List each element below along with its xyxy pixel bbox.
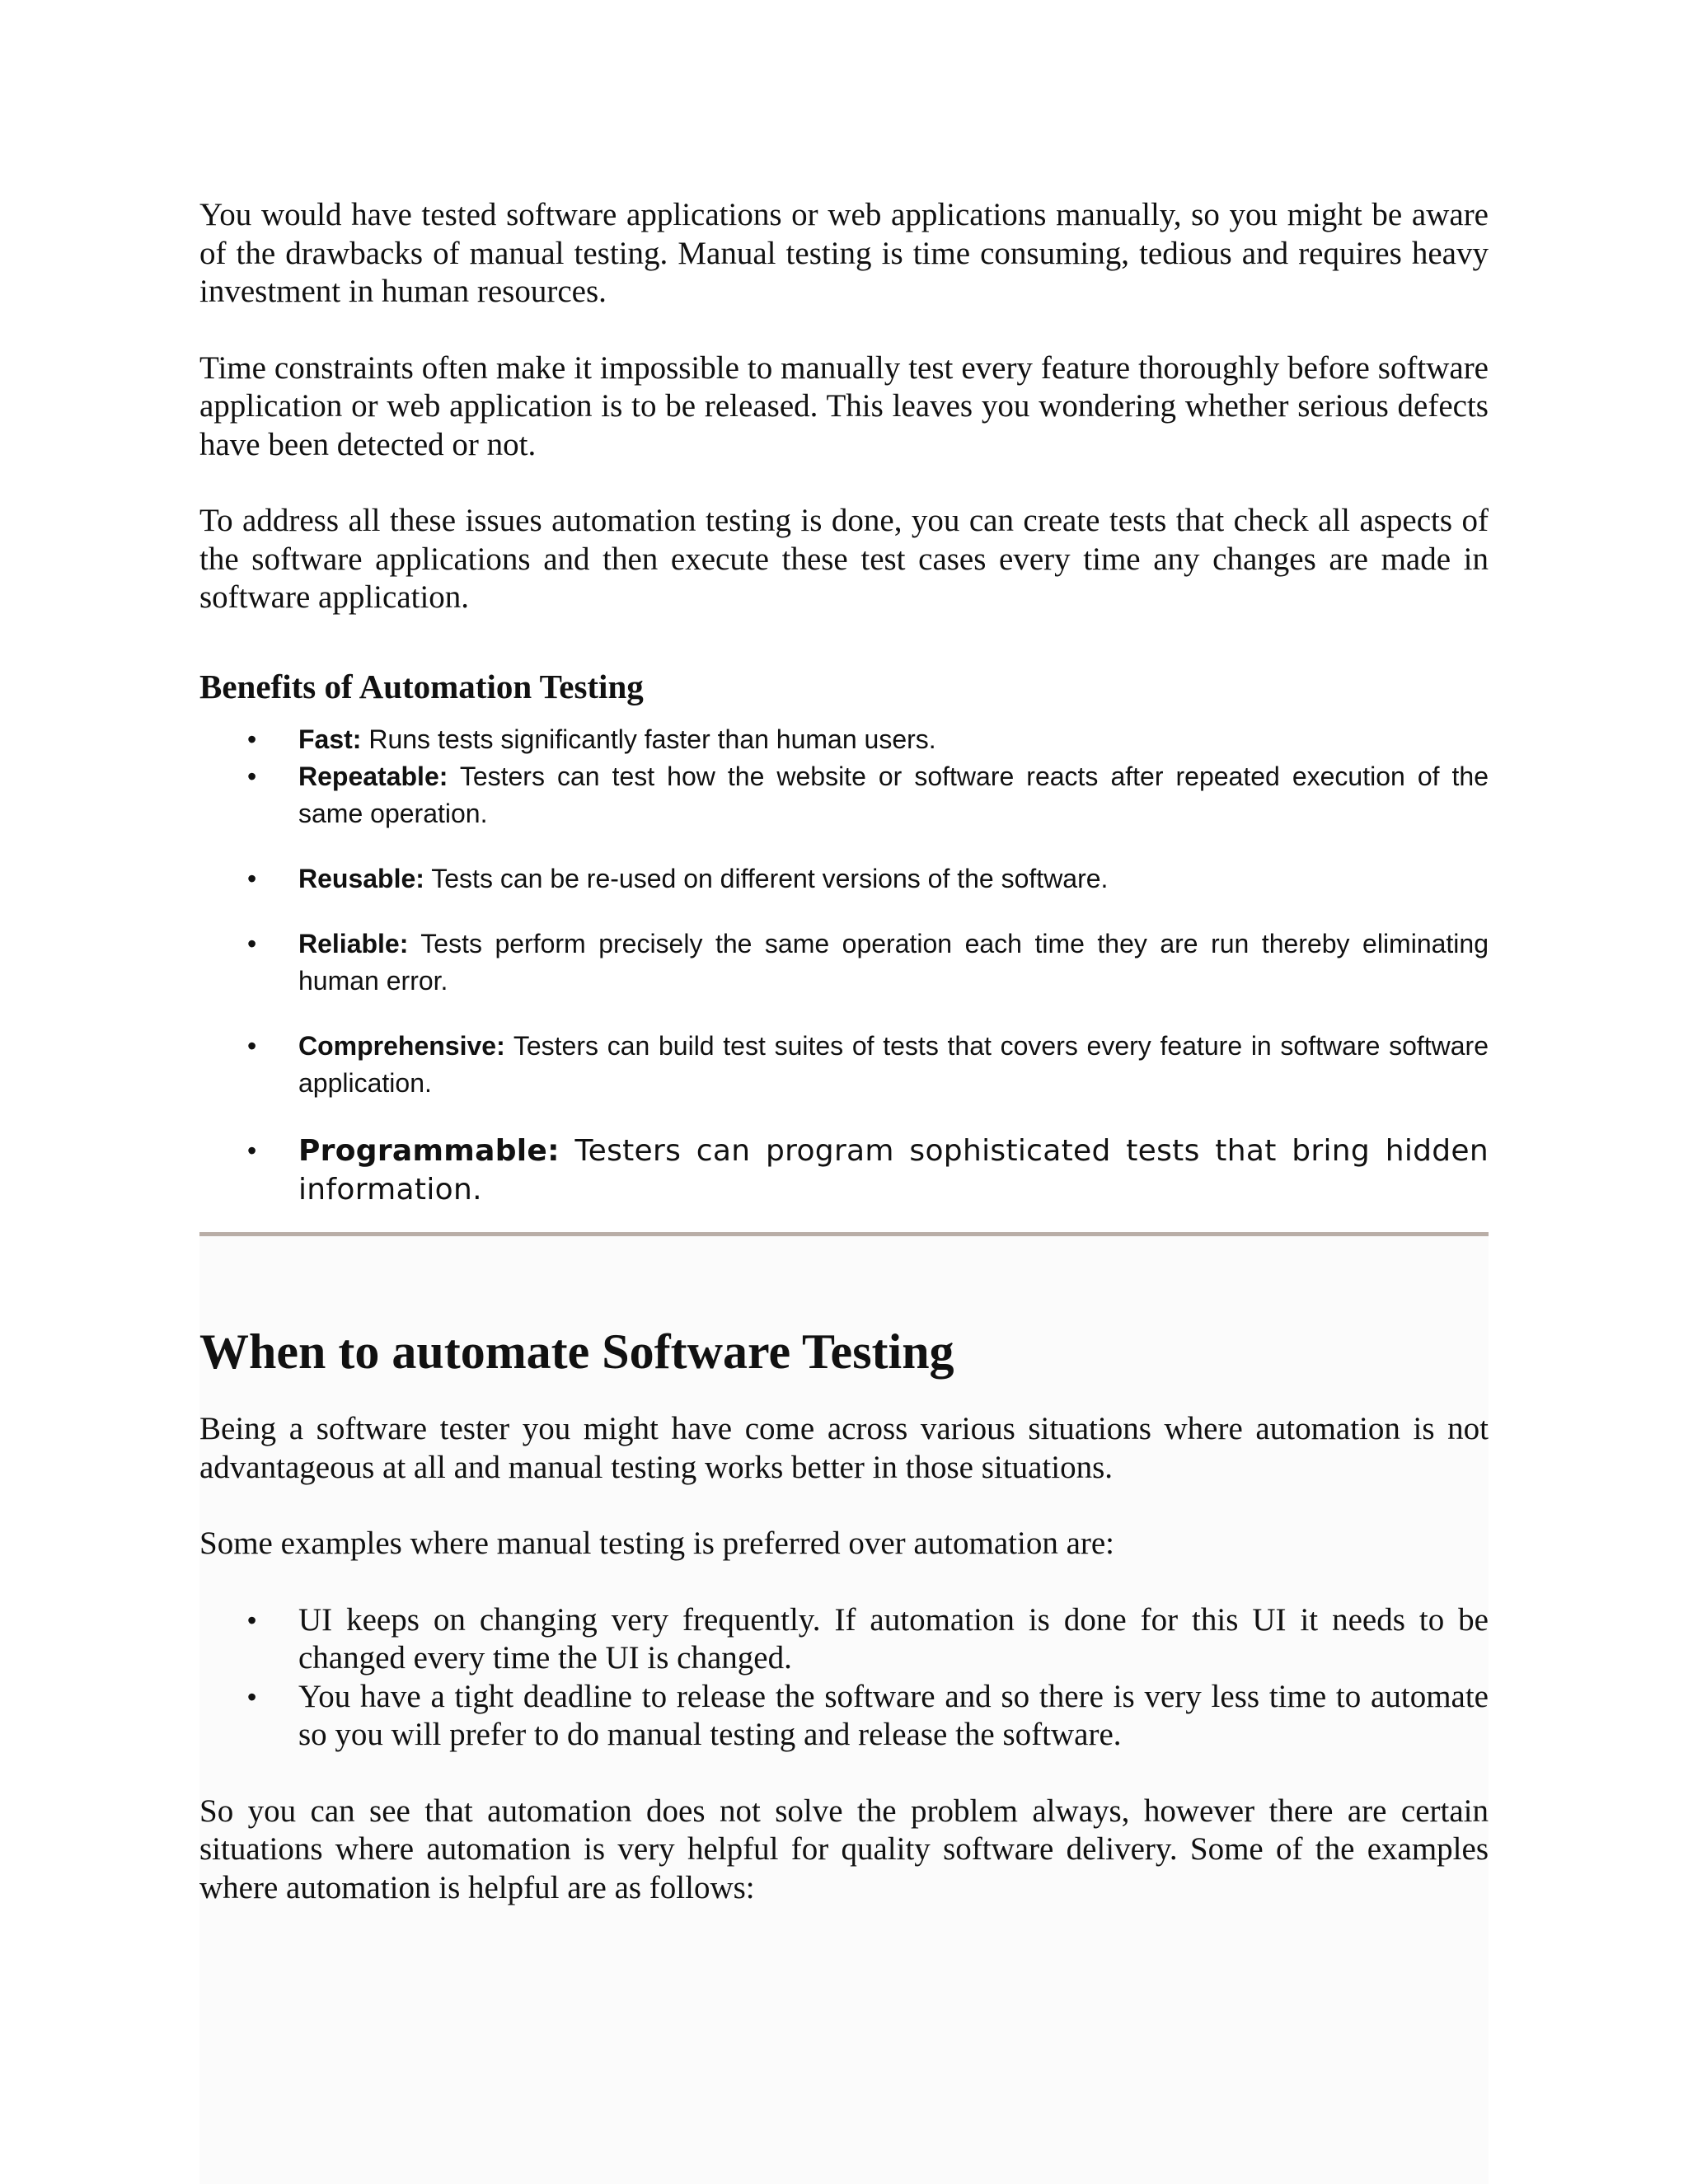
section-divider bbox=[199, 1232, 1489, 1236]
benefit-text: Runs tests significantly faster than human users. bbox=[361, 724, 936, 754]
section-paragraph-1: Being a software tester you might have come across various situations where automation is not advantageous at all and manual testing works better in those situations. bbox=[199, 1411, 1489, 1485]
benefit-text: Testers can build test suites of tests that covers every feature in software software application. bbox=[298, 1030, 1489, 1098]
list-item-text: UI keeps on changing very frequently. If automation is done for this UI it needs to be changed every time the UI is changed. bbox=[298, 1601, 1489, 1675]
benefits-heading: Benefits of Automation Testing bbox=[199, 667, 644, 705]
bullet-icon: • bbox=[247, 1605, 257, 1635]
benefit-text: Tests can be re-used on different versions of the software. bbox=[424, 863, 1109, 893]
section-paragraph-3: So you can see that automation does not solve the problem always, however there are certain situations where automation is very helpful for quality software delivery. Some of the examples where automation is helpful are as follows: bbox=[199, 1793, 1489, 1905]
bullet-icon: • bbox=[247, 1030, 257, 1061]
bullet-icon: • bbox=[247, 761, 257, 791]
benefit-text: Tests perform precisely the same operation each time they are run thereby eliminating human error. bbox=[298, 928, 1489, 996]
benefit-item-programmable bbox=[199, 1132, 1489, 1209]
benefit-text: Testers can test how the website or software reacts after repeated execution of the same operation. bbox=[298, 761, 1489, 828]
benefit-item-reliable bbox=[199, 926, 1489, 1000]
intro-paragraph-1: You would have tested software applications or web applications manually, so you might be aware of the drawbacks of manual testing. Manual testing is time consuming, tedious and requires heavy investment in human resources. bbox=[199, 197, 1489, 309]
list-item bbox=[199, 1601, 1489, 1678]
benefit-term: Repeatable: bbox=[298, 761, 448, 791]
benefit-item-repeatable bbox=[199, 758, 1489, 832]
section-paragraph-2: Some examples where manual testing is preferred over automation are: bbox=[199, 1526, 1115, 1561]
bullet-icon: • bbox=[247, 1681, 257, 1712]
benefit-term: Reliable: bbox=[298, 928, 409, 958]
manual-examples-list bbox=[199, 1601, 1489, 1755]
benefit-term: Programmable: bbox=[298, 1133, 560, 1168]
benefit-term: Comprehensive: bbox=[298, 1030, 505, 1061]
bullet-icon: • bbox=[247, 724, 257, 754]
intro-paragraph-3: To address all these issues automation testing is done, you can create tests that check all aspects of the software applications and then execute these test cases every time any changes are made in software application. bbox=[199, 503, 1489, 615]
benefit-text: Testers can program sophisticated tests that bring hidden information. bbox=[298, 1133, 1489, 1207]
bullet-icon: • bbox=[247, 1135, 257, 1165]
benefit-item-comprehensive bbox=[199, 1028, 1489, 1102]
intro-section bbox=[199, 196, 1489, 1209]
benefit-item-fast bbox=[199, 721, 1489, 758]
benefit-term: Fast: bbox=[298, 724, 362, 754]
section-heading: When to automate Software Testing bbox=[199, 1324, 954, 1379]
intro-paragraph-2: Time constraints often make it impossible to manually test every feature thoroughly before software application or web application is to be released. This leaves you wondering whether serious defects have been detected or not. bbox=[199, 349, 1489, 462]
when-to-automate-section bbox=[199, 1323, 1489, 1907]
list-item bbox=[199, 1678, 1489, 1755]
bullet-icon: • bbox=[247, 928, 257, 958]
benefits-list bbox=[199, 721, 1489, 1209]
benefit-term: Reusable: bbox=[298, 863, 424, 893]
bullet-icon: • bbox=[247, 863, 257, 893]
benefit-item-reusable bbox=[199, 860, 1489, 898]
list-item-text: You have a tight deadline to release the software and so there is very less time to automate so you will prefer to do manual testing and release the software. bbox=[298, 1678, 1489, 1752]
